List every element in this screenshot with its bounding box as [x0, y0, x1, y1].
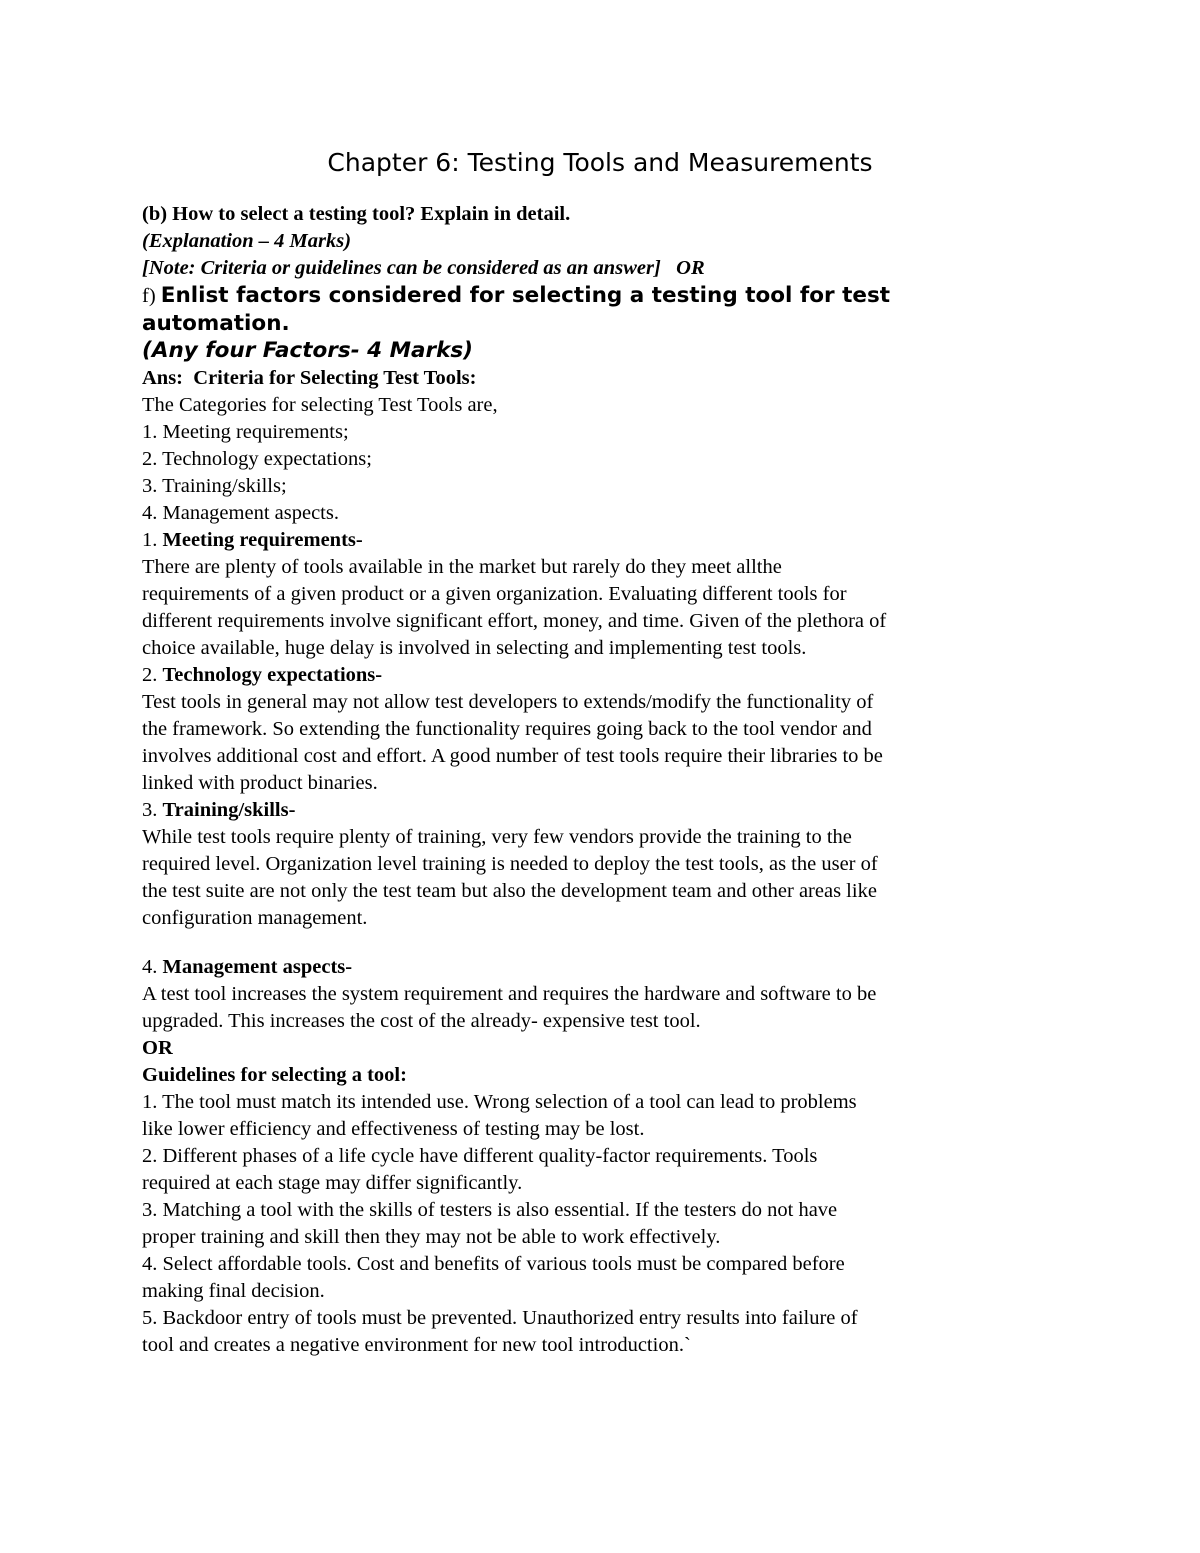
guideline-line: 1. The tool must match its intended use. Wrong selection of a tool can lead to problems — [142, 1091, 857, 1113]
guideline-line: proper training and skill then they may not be able to work effectively. — [142, 1226, 721, 1248]
question-f-line2: automation. — [142, 311, 290, 336]
guideline-line: like lower efficiency and effectiveness of testing may be lost. — [142, 1118, 645, 1140]
note-text: [Note: Criteria or guidelines can be considered as an answer] — [142, 257, 661, 279]
section-technology-expectations — [142, 662, 1022, 797]
section-title: Technology expectations- — [162, 664, 383, 686]
or-separator: OR — [142, 1037, 173, 1059]
section-line: configuration management. — [142, 907, 368, 929]
section-line: the framework. So extending the functionality requires going back to the tool vendor and — [142, 718, 872, 740]
guideline-line: tool and creates a negative environment for new tool introduction.` — [142, 1334, 691, 1356]
section-line: Test tools in general may not allow test developers to extends/modify the functionality of — [142, 691, 874, 713]
section-meeting-requirements — [142, 527, 1022, 662]
categories-intro: The Categories for selecting Test Tools are, — [142, 394, 498, 416]
guideline-line: making final decision. — [142, 1280, 325, 1302]
marks-f: (Any four Factors- 4 Marks) — [142, 338, 473, 363]
note-line — [142, 255, 1022, 282]
section-line: the test suite are not only the test team but also the development team and other areas like — [142, 880, 877, 902]
guidelines-list — [142, 1089, 1022, 1359]
section-line: choice available, huge delay is involved in selecting and implementing test tools. — [142, 637, 807, 659]
section-heading — [142, 797, 1022, 824]
list-item: 2. Technology expectations; — [142, 448, 372, 470]
guidelines-heading: Guidelines for selecting a tool: — [142, 1064, 407, 1086]
section-line: different requirements involve significant effort, money, and time. Given of the plethora of — [142, 610, 887, 632]
section-heading — [142, 527, 1022, 554]
section-management-aspects — [142, 954, 1022, 1035]
question-b: (b) How to select a testing tool? Explain in detail. — [142, 203, 571, 225]
guideline-line: required at each stage may differ significantly. — [142, 1172, 523, 1194]
section-line: upgraded. This increases the cost of the already- expensive test tool. — [142, 1010, 701, 1032]
marks-b: (Explanation – 4 Marks) — [142, 230, 352, 252]
section-heading — [142, 954, 1022, 981]
guideline-line: 3. Matching a tool with the skills of testers is also essential. If the testers do not have — [142, 1199, 838, 1221]
question-f-line1 — [142, 282, 1022, 310]
section-number: 4. — [142, 956, 158, 978]
list-item: 1. Meeting requirements; — [142, 421, 349, 443]
section-heading — [142, 662, 1022, 689]
guideline-line: 4. Select affordable tools. Cost and benefits of various tools must be compared before — [142, 1253, 845, 1275]
question-f-text: Enlist factors considered for selecting a testing tool for test — [160, 283, 891, 308]
section-line: A test tool increases the system requirement and requires the hardware and software to be — [142, 983, 877, 1005]
page-title: Chapter 6: Testing Tools and Measurements — [327, 148, 873, 177]
section-title: Meeting requirements- — [162, 529, 363, 551]
answer-heading — [142, 365, 1022, 392]
section-line: required level. Organization level training is needed to deploy the test tools, as the user of — [142, 853, 878, 875]
section-line: linked with product binaries. — [142, 772, 378, 794]
section-number: 1. — [142, 529, 158, 551]
section-line: There are plenty of tools available in the market but rarely do they meet allthe — [142, 556, 782, 578]
ans-heading-text: Criteria for Selecting Test Tools: — [193, 367, 477, 389]
categories-list — [142, 419, 1022, 527]
guideline-line: 2. Different phases of a life cycle have different quality-factor requirements. Tools — [142, 1145, 818, 1167]
spacer — [142, 932, 1022, 954]
question-f-prefix: f) — [142, 285, 156, 307]
section-title: Training/skills- — [162, 799, 296, 821]
section-training-skills — [142, 797, 1022, 932]
ans-label: Ans: — [142, 367, 184, 389]
section-title: Management aspects- — [162, 956, 353, 978]
section-line: While test tools require plenty of training, very few vendors provide the training to the — [142, 826, 852, 848]
guideline-line: 5. Backdoor entry of tools must be prevented. Unauthorized entry results into failure of — [142, 1307, 858, 1329]
list-item: 3. Training/skills; — [142, 475, 287, 497]
section-line: requirements of a given product or a given organization. Evaluating different tools for — [142, 583, 847, 605]
document-body — [142, 145, 1022, 1359]
or-label: OR — [676, 257, 705, 279]
section-number: 2. — [142, 664, 158, 686]
list-item: 4. Management aspects. — [142, 502, 339, 524]
section-line: involves additional cost and effort. A good number of test tools require their libraries to be — [142, 745, 883, 767]
section-number: 3. — [142, 799, 158, 821]
